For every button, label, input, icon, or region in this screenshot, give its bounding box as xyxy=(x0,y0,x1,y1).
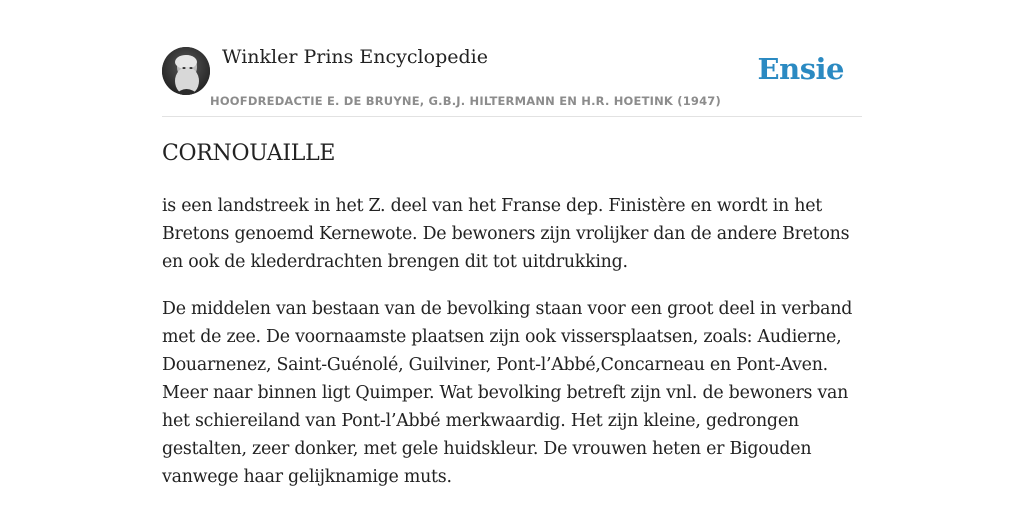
article-paragraph-2: De middelen van bestaan van de bevolking staan voor een groot deel in verband met de zee. De voornaamste plaatsen zijn ook vissersplaatsen, zoals: Audierne, Douarnenez, Saint-Guénolé, Guilviner, Pont-l’Abbé,Concarneau en Pont-Aven. Meer naar binnen ligt Quimper. Wat bevolking betreft zijn vnl. de bewoners van het schiereiland van Pont-l’Abbé merkwaardig. Het zijn kleine, gedrongen gestalten, zeer donker, met gele huidskleur. De vrouwen heten er Bigouden vanwege haar gelijknamige muts. xyxy=(162,299,853,487)
header xyxy=(162,40,862,117)
page-title: CORNOUAILLE xyxy=(162,141,336,166)
ensie-logo[interactable]: Ensie xyxy=(757,52,844,86)
site-title[interactable]: Winkler Prins Encyclopedie xyxy=(222,46,488,68)
portrait-photo-icon xyxy=(162,47,210,95)
editors-subtitle: HOOFDREDACTIE E. DE BRUYNE, G.B.J. HILTERMANN EN H.R. HOETINK (1947) xyxy=(210,94,721,108)
article-paragraph-1: is een landstreek in het Z. deel van het Franse dep. Finistère en wordt in het Bretons genoemd Kernewote. De bewoners zijn vrolijker dan de andere Bretons en ook de klederdrachten brengen dit tot uitdrukking. xyxy=(162,196,850,272)
avatar[interactable] xyxy=(162,47,210,95)
page xyxy=(162,0,862,512)
